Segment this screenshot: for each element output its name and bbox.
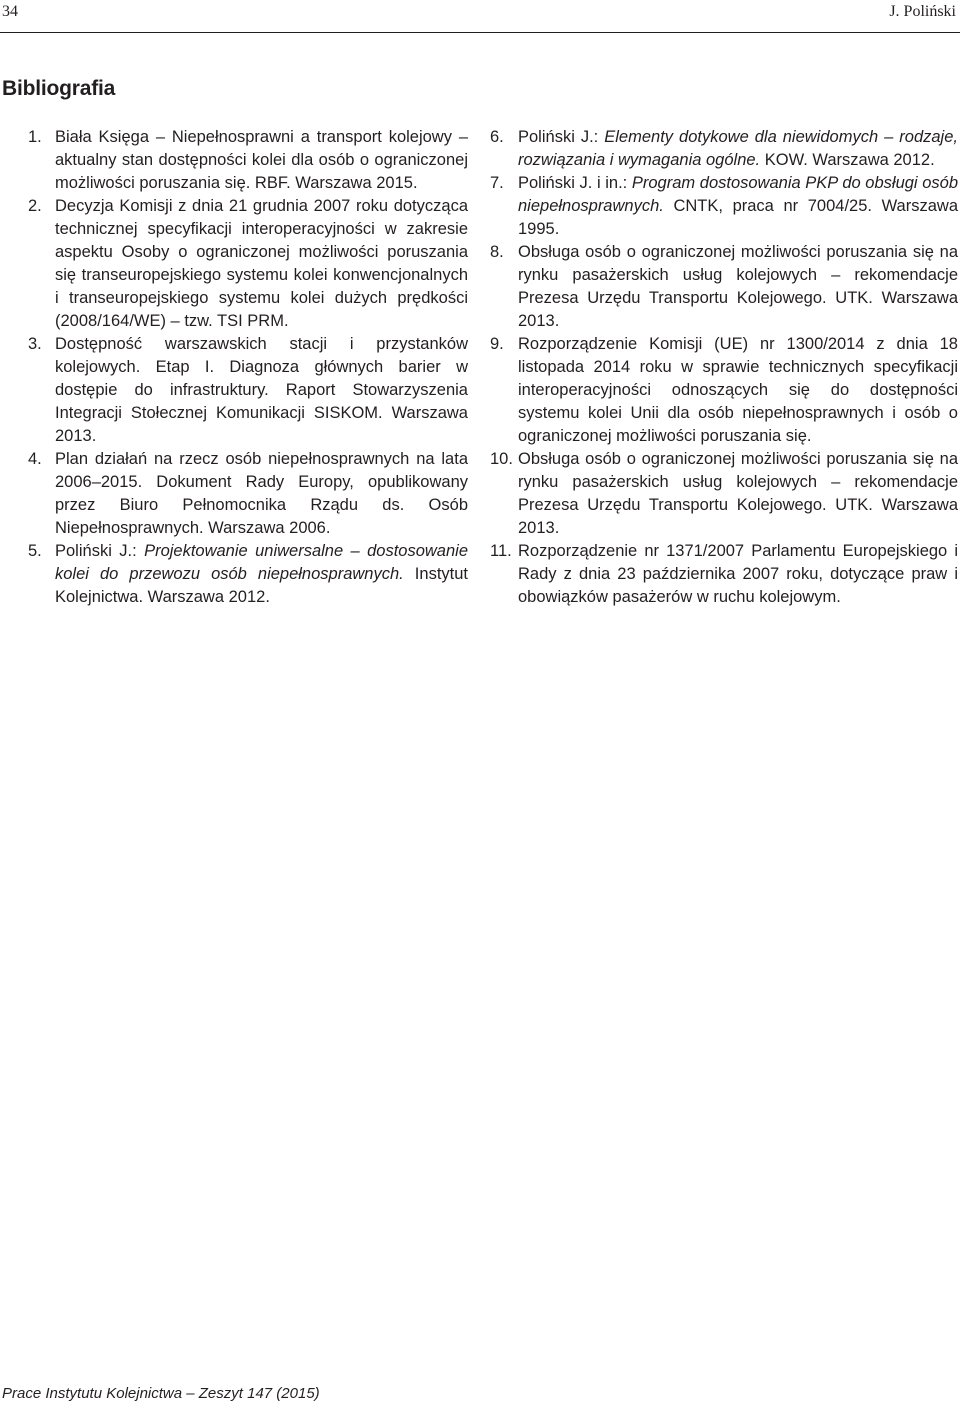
reference-title: Elementy dotykowe dla niewidomych – rodzaje, rozwiązania i wymagania ogólne. [518,128,958,169]
reference-item [490,540,958,609]
reference-item [28,126,468,195]
reference-author: Poliński J.: [55,542,145,560]
reference-item [490,172,958,241]
reference-text: Obsługa osób o ograniczonej możliwości poruszania się na rynku pasażerskich usług kolejowych – rekomendacje Prezesa Urzędu Transportu Kolejowego. UTK. Warszawa 2013. [518,450,958,537]
bibliography-left-column [28,126,468,609]
reference-text: Rozporządzenie Komisji (UE) nr 1300/2014 z dnia 18 listopada 2014 roku w sprawie technicznych specyfikacji interoperacyjności odnoszących się do dostępności systemu kolei Unii dla osób niepełnosprawnych i osób o ograniczonej możliwości poruszania się. [518,335,958,445]
header-rule [0,32,960,33]
reference-item [28,333,468,448]
reference-text: Biała Księga – Niepełnosprawni a transport kolejowy – aktualny stan dostępności kolei dla osób o ograniczonej możliwości poruszania się. RBF. Warszawa 2015. [55,128,468,192]
reference-publisher: CNTK, praca nr 7004/25. Warszawa 1995. [518,197,958,238]
reference-item [490,241,958,333]
section-heading: Bibliografia [2,77,116,100]
reference-author: Poliński J. i in.: [518,174,632,192]
reference-number: 6. [490,128,504,146]
reference-title: Program dostosowania PKP do obsługi osób niepełnosprawnych. [518,174,958,215]
page-footer: Prace Instytutu Kolejnictwa – Zeszyt 147 (2015) [2,1385,320,1402]
reference-title: Projektowanie uniwersalne – dostosowanie kolei do przewozu osób niepełnosprawnych. [55,542,468,583]
reference-text: Decyzja Komisji z dnia 21 grudnia 2007 roku dotycząca technicznej specyfikacji interoperacyjności w zakresie aspektu Osoby o ograniczonej możliwości poruszania się transeuropejskiego systemu kolei konwencjonalnych i transeuropejskiego systemu kolei dużych prędkości (2008/164/WE) – tzw. TSI PRM. [55,197,468,330]
reference-number: 1. [28,128,42,146]
reference-item [28,540,468,609]
reference-text: Rozporządzenie nr 1371/2007 Parlamentu Europejskiego i Rady z dnia 23 października 2007 roku, dotyczące praw i obowiązków pasażerów w ruchu kolejowym. [518,542,958,606]
reference-number: 8. [490,243,504,261]
page-header [0,0,960,30]
reference-text: Obsługa osób o ograniczonej możliwości poruszania się na rynku pasażerskich usług kolejowych – rekomendacje Prezesa Urzędu Transportu Kolejowego. UTK. Warszawa 2013. [518,243,958,330]
reference-text: Plan działań na rzecz osób niepełnosprawnych na lata 2006–2015. Dokument Rady Europy, opublikowany przez Biuro Pełnomocnika Rządu ds. Osób Niepełnosprawnych. Warszawa 2006. [55,450,468,537]
reference-item [490,333,958,448]
reference-item [490,448,958,540]
reference-number: 5. [28,542,42,560]
bibliography-right-column [490,126,958,609]
reference-text: Dostępność warszawskich stacji i przystanków kolejowych. Etap I. Diagnoza głównych barier w dostępie do infrastruktury. Raport Stowarzyszenia Integracji Stołecznej Komunikacji SISKOM. Warszawa 2013. [55,335,468,445]
reference-author: Poliński J.: [518,128,605,146]
reference-item [490,126,958,172]
running-head: J. Poliński [889,3,956,20]
reference-number: 9. [490,335,504,353]
page-number: 34 [2,3,18,20]
reference-number: 11. [490,542,512,560]
reference-item [28,448,468,540]
reference-number: 3. [28,335,42,353]
reference-publisher: KOW. Warszawa 2012. [760,151,935,169]
reference-number: 10. [490,450,513,468]
reference-number: 2. [28,197,42,215]
reference-item [28,195,468,333]
reference-publisher: Instytut Kolejnictwa. Warszawa 2012. [55,565,468,606]
reference-number: 4. [28,450,42,468]
reference-number: 7. [490,174,504,192]
